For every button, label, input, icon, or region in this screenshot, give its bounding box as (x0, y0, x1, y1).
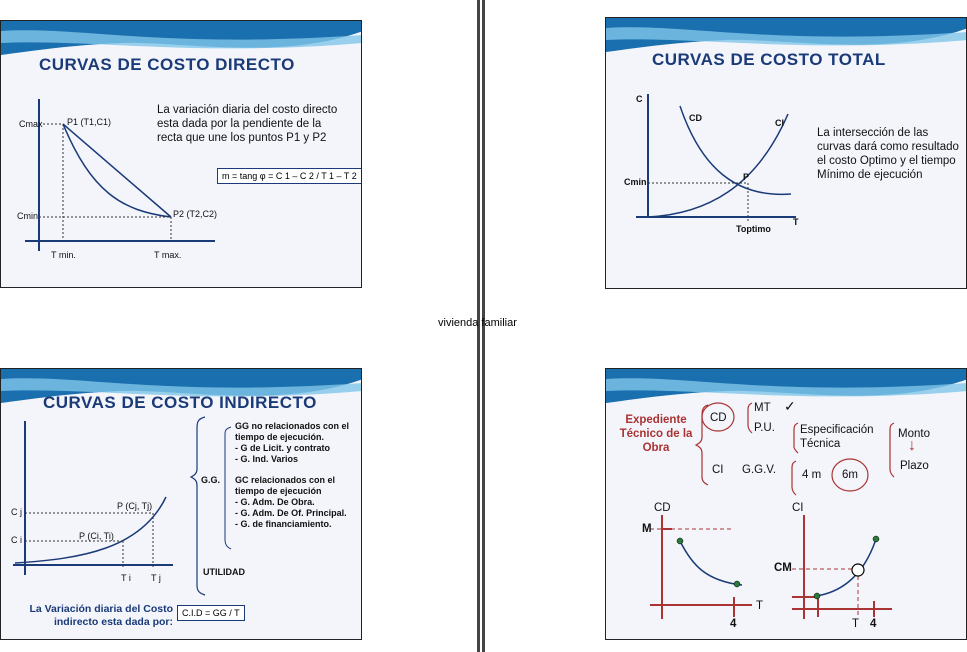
slide3-gc-2: - G. Adm. De Of. Principal. (235, 508, 347, 518)
slide4-g2-cm: CM (774, 562, 792, 574)
slide2-toptimo-label: Toptimo (736, 224, 771, 234)
slide2-t-label: T (793, 217, 799, 227)
slide3-title: CURVAS DE COSTO INDIRECTO (43, 393, 317, 412)
slide3-gc-1: - G. Adm. De Obra. (235, 497, 315, 507)
slide4-especificacion: Especificación Técnica (800, 424, 874, 450)
slide4-plazo: Plazo (900, 460, 929, 472)
check-icon: ✓ (784, 398, 796, 414)
slide1-p1-label: P1 (T1,C1) (67, 117, 112, 127)
slide3-gg-no-1: - G de Licit. y contrato (235, 443, 331, 453)
slide1-tmax-label: T max. (154, 250, 182, 260)
slide3-gg-no-2: - G. Ind. Varios (235, 454, 299, 464)
slide1-p2-label: P2 (T2,C2) (173, 209, 218, 219)
slide3-pj-label: P (Cj, Tj) (117, 501, 153, 511)
slide1-graph (1, 21, 362, 288)
arrow-down-icon: ↓ (908, 437, 916, 454)
slide4-g1-m: M (642, 523, 652, 535)
slide3-tj-label: T j (151, 573, 161, 583)
slide2-p-label: P (743, 172, 750, 182)
slide3-formula-box: C.I.D = GG / T (177, 605, 245, 621)
slide1-cmax-label: Cmax (19, 119, 43, 129)
slide1-formula-box: m = tang φ = C 1 – C 2 / T 1 – T 2 (217, 168, 362, 184)
slide3-gg-list (235, 421, 357, 530)
slide2-paragraph: La intersección de las curvas dará como resultado el costo Optimo y el tiempo Mínimo de ejecución (817, 127, 959, 181)
slide4-g1-t: T (756, 600, 764, 612)
slide4-g2-4: 4 (870, 618, 877, 630)
slide4-ggv: G.G.V. (742, 464, 777, 476)
slide2-title: CURVAS DE COSTO TOTAL (652, 50, 886, 69)
slide2-c-label: C (636, 94, 643, 104)
slide4-mt: MT (754, 402, 771, 414)
slide2-graph (606, 18, 967, 289)
slide4-g1-4: 4 (730, 618, 737, 630)
slide-costo-indirecto (0, 368, 362, 640)
slide3-ti-label: T i (121, 573, 131, 583)
slide3-utilidad: UTILIDAD (203, 567, 245, 577)
slide4-six-m: 6m (842, 469, 858, 481)
slide3-bottom-text: La Variación diaria del Costo indirecto esta dada por: (29, 603, 173, 628)
slide2-ci-label: CI (775, 118, 784, 128)
slide1-title: CURVAS DE COSTO DIRECTO (39, 55, 295, 74)
slide3-gc: GC relacionados con el tiempo de ejecución (235, 475, 336, 496)
slide1-paragraph: La variación diaria del costo directo esta dada por la pendiente de la recta que une los puntos P1 y P2 (157, 104, 338, 144)
slide4-ci: CI (712, 464, 724, 476)
slide4-g2-ci: CI (792, 502, 804, 514)
slide1-cmin-label: Cmin (17, 211, 39, 221)
slide1-tmin-label: T min. (51, 250, 76, 260)
slide4-four-m: 4 m (802, 469, 822, 481)
slide4-cd: CD (710, 412, 727, 424)
slide3-pi-label: P (Ci, Ti) (79, 531, 114, 541)
slide4-pu: P.U. (754, 422, 775, 434)
slide2-cmin-label: Cmin (624, 177, 647, 187)
slide3-ci-label: C i (11, 535, 22, 545)
slide4-expediente: Expediente Técnico de la Obra (619, 414, 693, 454)
slide3-gg-label: G.G. (201, 475, 221, 485)
slide-expediente (605, 368, 967, 640)
slide3-gc-3: - G. de financiamiento. (235, 519, 332, 529)
slide4-g2-t: T (852, 618, 860, 630)
slide3-gg-no: GG no relacionados con el tiempo de ejecución. (235, 421, 350, 442)
slide2-cd-label: CD (689, 113, 702, 123)
slide-costo-total (605, 17, 967, 289)
center-label: vivienda familiar (438, 317, 517, 329)
slide-costo-directo (0, 20, 362, 288)
slide3-cj-label: C j (11, 507, 22, 517)
slide4-g1-cd: CD (654, 502, 671, 514)
slide4-monto: Monto (898, 428, 930, 440)
